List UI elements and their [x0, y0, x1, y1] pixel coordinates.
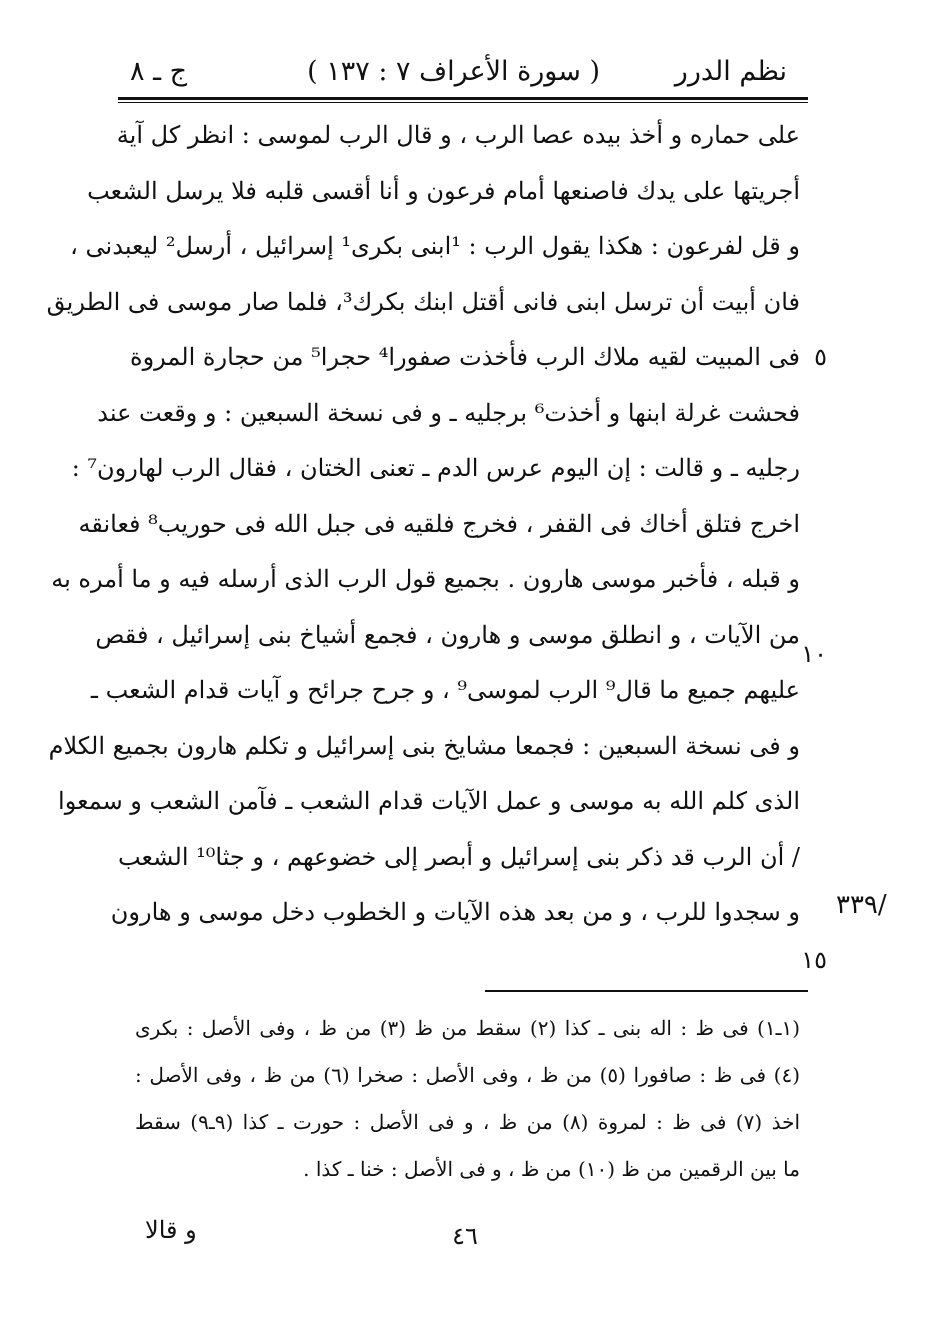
text-line: من الآيات ، و انطلق موسى و هارون ، فجمع أشياخ بنى إسرائيل ، فقص — [95, 620, 800, 649]
text-line: و قل لفرعون : هكذا يقول الرب : ¹ابنى بكرى¹ إسرائيل ، أرسل² ليعبدنى ، — [70, 232, 800, 260]
text-line: الذى كلم الله به موسى و عمل الآيات قدام الشعب ـ فآمن الشعب و سمعوا — [58, 787, 800, 815]
text-line: و قبله ، فأخبر موسى هارون . بجميع قول الرب الذى أرسله فيه و ما أمره به — [51, 565, 800, 593]
text-line: رجليه ـ و قالت : إن اليوم عرس الدم ـ تعنى الختان ، فقال الرب لهارون⁷ : — [71, 454, 800, 482]
header-rule-thick — [118, 97, 808, 100]
line-number-15: ١٥ — [801, 946, 827, 974]
footnote-line: (١ـ١) فى ظ : اله بنى ـ كذا (٢) سقط من ظ (٣) من ظ ، وفى الأصل : بكرى — [135, 1016, 801, 1040]
volume-label: ج ـ ٨ — [130, 56, 188, 87]
line-number-5: ٥ — [814, 343, 827, 371]
footnote-rule — [485, 990, 808, 992]
text-line: و فى نسخة السبعين : فجمعا مشايخ بنى إسرائيل و تكلم هارون بجميع الكلام — [48, 731, 800, 760]
line-number-10: ١٠ — [801, 640, 827, 668]
surah-reference: ( سورة الأعراف ٧ : ١٣٧ ) — [307, 56, 600, 87]
main-text — [46, 108, 800, 941]
text-line: فحشت غرلة ابنها و أخذت⁶ برجليه ـ و فى نسخة السبعين : و وقعت عند — [97, 398, 800, 427]
text-line: على حماره و أخذ بيده عصا الرب ، و قال الرب لموسى : انظر كل آية — [116, 121, 800, 149]
footnote-line: (٤) فى ظ : صافورا (٥) من ظ ، وفى الأصل : صخرا (٦) من ظ ، وفى الأصل : — [135, 1063, 800, 1087]
footnotes — [135, 1005, 800, 1193]
footnote-line: اخذ (٧) فى ظ : لمروة (٨) من ظ ، و فى الأصل : حورت ـ كذا (٩ـ٩) سقط — [135, 1110, 801, 1134]
text-line: و سجدوا للرب ، و من بعد هذه الآيات و الخطوب دخل موسى و هارون — [110, 898, 800, 926]
page-number: ٤٦ — [452, 1222, 478, 1250]
text-line: فان أبيت أن ترسل ابنى فانى أقتل ابنك بكرك³، فلما صار موسى فى الطريق — [46, 287, 800, 316]
running-title: نظم الدرر — [674, 56, 787, 87]
text-line: عليهم جميع ما قال⁹ الرب لموسى⁹ ، و جرح جرائح و آيات قدام الشعب ـ — [90, 676, 800, 704]
margin-folio-note: /٣٣٩ — [836, 890, 887, 920]
text-line: أجريتها على يدك فاصنعها أمام فرعون و أنا أقسى قلبه فلا يرسل الشعب — [87, 176, 800, 205]
catchword: و قالا — [145, 1216, 197, 1244]
text-line: فى المبيت لقيه ملاك الرب فأخذت صفورا⁴ حجرا⁵ من حجارة المروة — [130, 343, 800, 371]
header-rule-thin — [118, 102, 808, 103]
text-line: / أن الرب قد ذكر بنى إسرائيل و أبصر إلى خضوعهم ، و جثا¹⁰ الشعب — [117, 842, 800, 871]
text-line: اخرج فتلق أخاك فى القفر ، فخرج فلقيه فى جبل الله فى حوريب⁸ فعانقه — [78, 509, 800, 538]
footnote-line: ما بين الرقمين من ظ (١٠) من ظ ، و فى الأصل : خنا ـ كذا . — [303, 1157, 800, 1181]
